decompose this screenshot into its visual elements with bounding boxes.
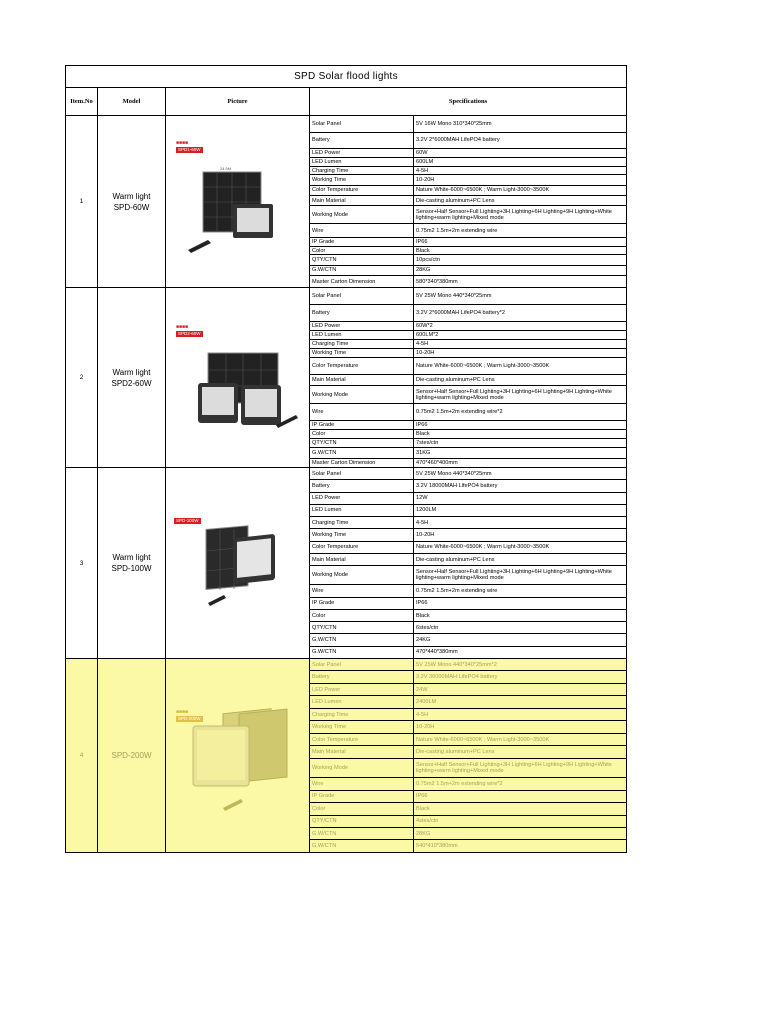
spec-row [310,791,626,803]
spec-label: IP Grade [310,421,414,429]
spec-list [310,288,626,467]
spec-row [310,542,626,554]
spec-value: IP66 [416,238,428,245]
spec-value: 3.2V 36000MAH LifePO4 battery [416,674,498,681]
spec-row [310,746,626,758]
model-badge: SPD1-60W [178,147,201,152]
model-line-1: Warm light [112,191,151,201]
spec-row [310,404,626,421]
spec-label: G.W/CTN [310,647,414,658]
model-line-1: Warm light [112,367,151,377]
header-item-no: Item.No [66,88,98,115]
spec-label: Charging Time [310,167,414,175]
spec-value: Sensor+Half Sensor+Full Lighting+3H Lighting+6H Lighting+9H Lighting+White lighting+warm lighting+Mixed mode [416,208,612,221]
spec-label: Color [310,430,414,438]
item-number: 3 [66,468,98,658]
spec-value: Black [416,805,430,812]
spec-label: IP Grade [310,791,414,802]
brand-label: ■■■■ [176,324,189,330]
spec-value: 470*460*400mm [416,460,458,467]
spec-label: G.W/CTN [310,448,414,458]
spec-row [310,133,626,150]
spec-value: 4-5H [416,711,429,718]
spec-value: IP66 [416,600,428,607]
spec-value: Nature White-6000~6500K ; Warm Light-3000~3500K [416,736,550,743]
spec-row [310,816,626,828]
spec-label: G.W/CTN [310,840,414,851]
spec-value: 470*440*380mm [416,649,458,656]
spec-row [310,671,626,683]
spec-label: Color [310,610,414,621]
spec-row [310,305,626,322]
spec-value: 3.2V 2*6000MAH LifePO4 battery [416,137,500,144]
spec-label: Charging Time [310,340,414,348]
spec-row [310,480,626,492]
spec-label: Working Mode [310,386,414,404]
spec-row [310,266,626,276]
spec-value: Sensor+Half Sensor+Full Lighting+3H Lighting+6H Lighting+9H Lighting+White lighting+warm lighting+Mixed mode [416,388,612,401]
model-badge: SPD-200W [178,716,201,721]
spec-row [310,493,626,505]
spec-row [310,206,626,224]
spec-row [310,634,626,646]
svg-text:24.5M: 24.5M [219,165,231,171]
spec-value: 28KG [416,267,431,274]
spec-value: 4-5H [416,519,429,526]
spec-row [310,840,626,851]
spec-value: Nature White-6000~6500K ; Warm Light-3000~3500K [416,363,550,370]
spec-value: 31KG [416,450,431,457]
spec-value: 0.75m2 1.5m+2m extending wire [416,587,498,594]
spec-label: LED Power [310,684,414,695]
spec-value: 0.75m2 1.5m+2m extending wire*2 [416,409,503,416]
spec-row [310,459,626,467]
model-line-2: SPD-200W [111,751,152,760]
spec-row [310,149,626,158]
model-line-2: SPD-60W [113,202,150,212]
spec-label: G.W/CTN [310,266,414,275]
spec-value: Black [416,247,430,254]
spec-list [310,659,626,852]
spec-label: Solar Panel [310,659,414,670]
spec-label: Wire [310,404,414,420]
spec-list [310,116,626,287]
spec-row [310,386,626,405]
spec-label: Main Material [310,196,414,205]
spec-row [310,610,626,622]
model-line-1: Warm light [112,553,151,562]
spec-label: QTY/CTN [310,439,414,447]
brand-label: ■■■■ [176,140,189,146]
spec-row [310,468,626,480]
spec-value: IP66 [416,793,428,800]
spec-row [310,505,626,517]
spec-label: Battery [310,480,414,491]
spec-label: Main Material [310,554,414,565]
spec-label: Battery [310,305,414,321]
table-header [66,88,626,116]
spec-value: 0.75m2 1.5m+2m extending wire [416,227,498,234]
spec-row [310,224,626,237]
model-cell [98,659,166,852]
spec-value: 10pcs/ctn [416,257,440,264]
spec-value: 1200LM [416,507,437,514]
product-picture [166,468,310,658]
spec-label: Main Material [310,375,414,385]
model-cell [98,468,166,658]
spec-row [310,331,626,340]
header-model: Model [98,88,166,115]
spec-label: Wire [310,585,414,596]
spec-row [310,340,626,349]
spec-row [310,828,626,840]
spec-value: 7stes/ctn [416,440,439,447]
spec-row [310,566,626,585]
spec-label: Working Mode [310,206,414,223]
spec-row [310,622,626,634]
header-specifications: Specifications [448,98,488,105]
spec-value: 10-20H [416,532,435,539]
spec-label: G.W/CTN [310,828,414,839]
spec-value: 10-20H [416,350,435,357]
spec-label: LED Lumen [310,505,414,516]
spec-value: 60W [416,149,428,156]
solar-flood-light-image [183,696,293,816]
spec-row [310,659,626,671]
spec-row [310,585,626,597]
spec-label: QTY/CTN [310,816,414,827]
spec-value: Black [416,612,430,619]
spec-row [310,696,626,708]
spec-value: 24W [416,686,428,693]
spec-label: LED Power [310,149,414,157]
spec-row [310,721,626,733]
spec-label: LED Power [310,493,414,504]
spec-value: 5V 25W Mono 440*340*25mm*2 [416,661,497,668]
spec-label: Solar Panel [310,116,414,132]
spec-row [310,554,626,566]
spec-label: Master Carton Dimension [310,276,414,287]
spec-row [310,759,626,778]
product-picture [166,116,310,287]
spec-row [310,684,626,696]
spec-label: Charging Time [310,709,414,720]
spec-value: 4-5H [416,167,429,174]
spec-value: 60W*2 [416,323,433,330]
header-picture: Picture [166,88,310,115]
spec-label: Solar Panel [310,468,414,479]
spec-value: 0.75m2 1.5m+2m extending wire*2 [416,780,503,787]
spec-row [310,529,626,541]
spec-label: Working Mode [310,759,414,777]
model-line-2: SPD-100W [111,564,152,573]
spec-label: Working Mode [310,566,414,584]
spec-value: 28KG [416,830,431,837]
spec-row [310,196,626,206]
spec-value: 3.2V 18000MAH LifePO4 battery [416,482,498,489]
spec-value: 5V 25W Mono 440*340*25mm [416,293,492,299]
spec-list [310,468,626,658]
spec-sheet [65,65,627,853]
spec-row [310,255,626,265]
spec-value: Sensor+Half Sensor+Full Lighting+3H Lighting+6H Lighting+9H Lighting+White lighting+warm lighting+Mixed mode [416,569,612,582]
spec-label: Battery [310,133,414,149]
spec-label: G.W/CTN [310,634,414,645]
item-number: 4 [66,659,98,852]
model-badge: SPD-100W [176,518,199,523]
spec-value: Die-casting aluminum+PC Lens [416,556,495,563]
model-line-2: SPD2-60W [111,378,152,388]
spec-label: Working Time [310,529,414,540]
spec-row [310,448,626,459]
spec-row [310,439,626,448]
spec-row [310,803,626,815]
spec-row [310,421,626,430]
spec-label: IP Grade [310,238,414,246]
spec-label: Color Temperature [310,542,414,553]
spec-value: Sensor+Half Sensor+Full Lighting+3H Lighting+6H Lighting+9H Lighting+White lighting+warm lighting+Mixed mode [416,761,612,774]
spec-label: IP Grade [310,598,414,609]
spec-row [310,430,626,439]
model-badge: SPD2-60W [178,331,201,336]
spec-value: 10-20H [416,177,435,184]
spec-value: 540*410*380mm [416,843,458,850]
spec-row [310,778,626,790]
spec-label: Color [310,803,414,814]
spec-value: 24KG [416,637,431,644]
sheet-title: SPD Solar flood lights [66,66,626,88]
spec-label: Master Carton Dimension [310,459,414,467]
spec-label: LED Lumen [310,696,414,707]
spec-label: Working Time [310,175,414,184]
spec-label: Solar Panel [310,288,414,304]
spec-row [310,175,626,185]
product-row [66,116,626,288]
spec-row [310,276,626,287]
spec-row [310,116,626,133]
spec-label: Charging Time [310,517,414,528]
spec-row [310,598,626,610]
spec-value: 5V 25W Mono 440*340*25mm [416,470,492,477]
product-row-highlighted [66,659,626,852]
spec-label: Working Time [310,349,414,357]
spec-row [310,158,626,167]
product-picture [166,288,310,467]
spec-value: 4-5H [416,341,429,348]
spec-row [310,238,626,247]
item-number: 2 [66,288,98,467]
spec-label: LED Lumen [310,331,414,339]
spec-value: 12W [416,495,428,502]
spec-value: 6stes/ctn [416,624,439,631]
product-row [66,468,626,659]
spec-value: 4stes/ctn [416,818,439,825]
spec-value: Nature White-6000~6500K ; Warm Light-3000~3500K [416,544,550,551]
spec-label: Wire [310,778,414,789]
spec-row [310,358,626,375]
spec-row [310,349,626,358]
spec-value: 5V 16W Mono 310*340*25mm [416,120,492,127]
spec-label: Color Temperature [310,734,414,745]
spec-value: Die-casting aluminum+PC Lens [416,376,495,383]
model-cell [98,116,166,287]
spec-row [310,709,626,721]
spec-row [310,517,626,529]
spec-row [310,186,626,196]
spec-value: Die-casting aluminum+PC Lens [416,197,495,204]
spec-label: LED Power [310,322,414,330]
product-picture [166,659,310,852]
spec-row [310,734,626,746]
spec-row [310,288,626,305]
spec-label: QTY/CTN [310,622,414,633]
spec-value: Die-casting aluminum+PC Lens [416,749,495,756]
spec-value: 2400LM [416,699,437,706]
spec-row [310,247,626,256]
spec-value: IP66 [416,422,428,429]
model-cell [98,288,166,467]
spec-value: Nature White-6000~6500K ; Warm Light-3000~3500K [416,187,550,194]
spec-label: Color [310,247,414,255]
product-row [66,288,626,468]
spec-label: Wire [310,224,414,236]
spec-value: 580*340*380mm [416,278,458,285]
spec-value: 600LM [416,158,434,165]
spec-value: Black [416,431,430,438]
item-number: 1 [66,116,98,287]
spec-row [310,167,626,176]
spec-label: QTY/CTN [310,255,414,264]
spec-label: Color Temperature [310,358,414,374]
spec-label: Color Temperature [310,186,414,195]
spec-label: Main Material [310,746,414,757]
spec-row [310,375,626,386]
spec-label: Working Time [310,721,414,732]
solar-flood-light-image [188,513,288,613]
spec-value: 3.2V 2*6000MAH LifePO4 battery*2 [416,310,505,317]
spec-row [310,322,626,331]
solar-flood-light-image [178,142,298,262]
spec-value: 600LM*2 [416,332,439,339]
spec-row [310,647,626,658]
spec-value: 10-20H [416,724,435,731]
spec-label: Battery [310,671,414,682]
brand-label: ■■■■ [176,709,189,715]
spec-label: LED Lumen [310,158,414,166]
